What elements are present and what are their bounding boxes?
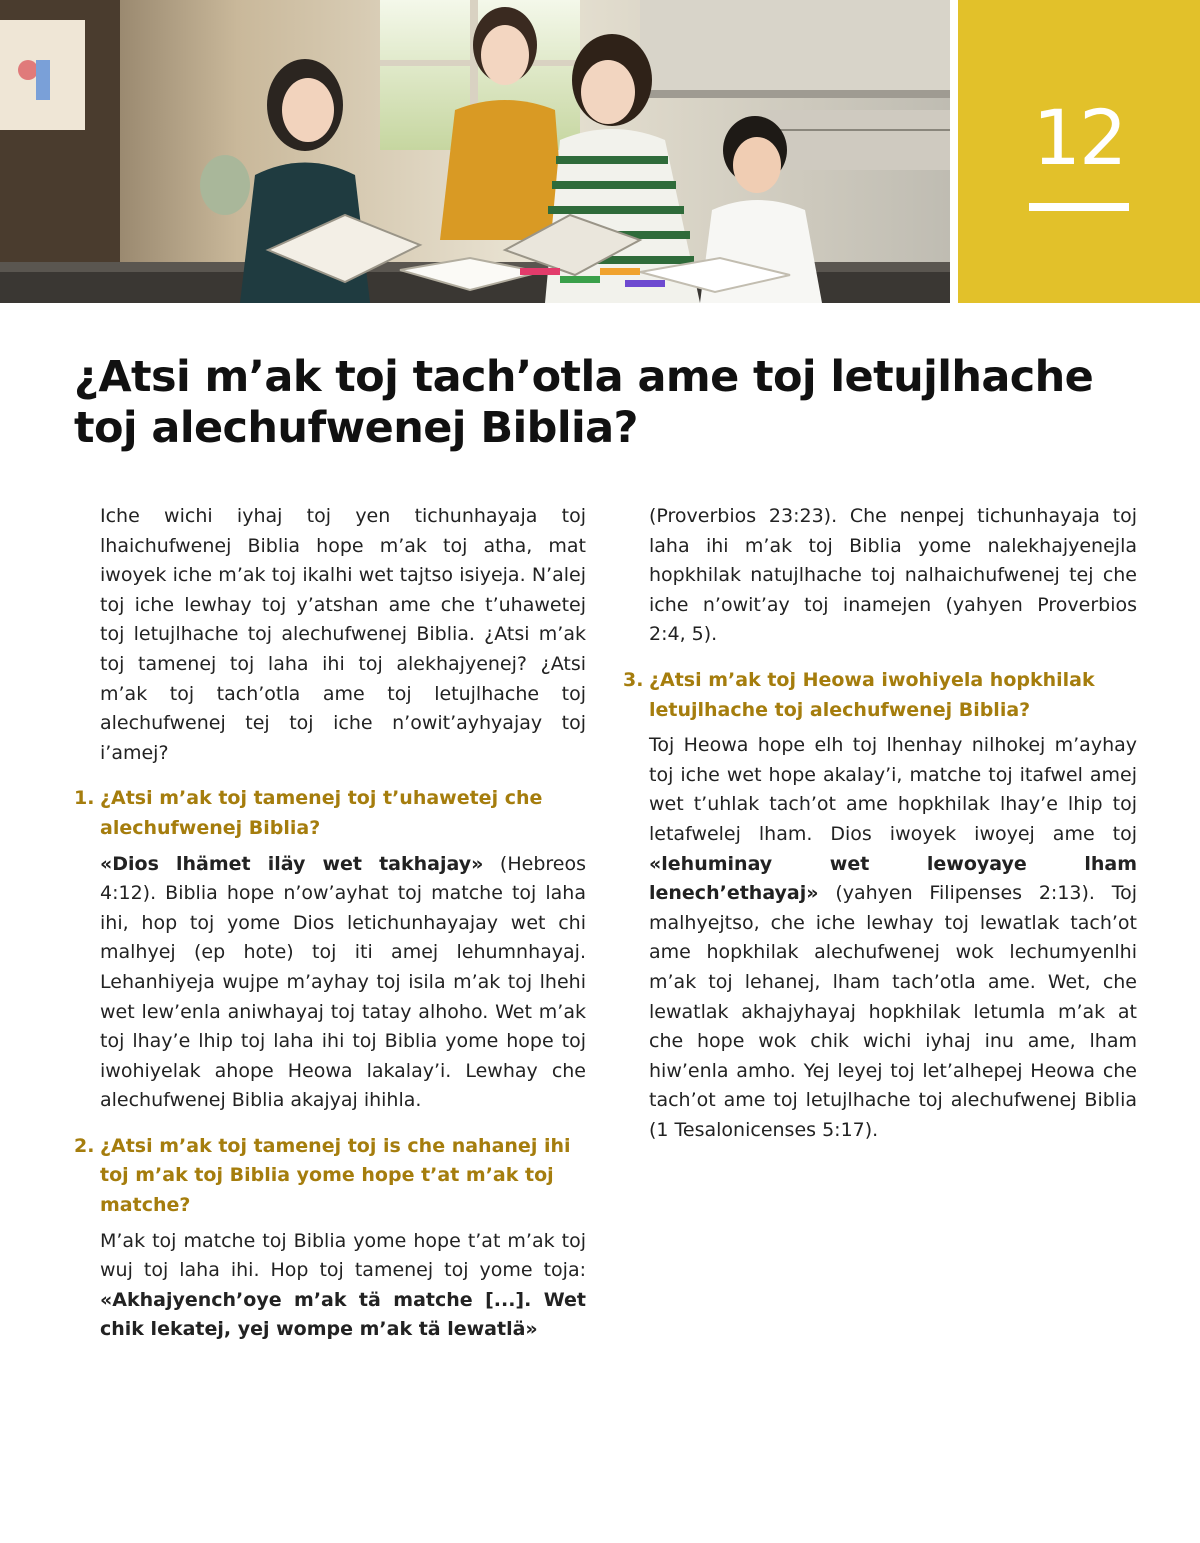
- question-number: 1.: [74, 787, 95, 810]
- answer-2-part-a: [74, 1227, 586, 1345]
- question-number: 3.: [623, 668, 644, 691]
- question-text: ¿Atsi m’ak toj tamenej toj t’uhawetej che alechufwenej Biblia?: [100, 787, 543, 839]
- scripture-quote: «Akhajyench’oye m’ak tä matche [...]. Wet chik lekatej, yej wompe m’ak tä lewatlä»: [100, 1288, 586, 1341]
- question-3: [623, 666, 1137, 725]
- scripture-quote: «Dios lhämet iläy wet takhajay»: [100, 852, 484, 875]
- answer-3: [623, 731, 1137, 1145]
- right-column: [623, 502, 1137, 1145]
- question-text: ¿Atsi m’ak toj Heowa iwohiyela hopkhilak letujlhache toj alechufwenej Biblia?: [649, 668, 1095, 721]
- answer-text: M’ak toj matche toj Biblia yome hope t’at m’ak toj wuj toj laha ihi. Hop toj tamenej toj yome toja:: [100, 1229, 586, 1282]
- lesson-number: 12: [1032, 93, 1126, 182]
- hero-photo: [0, 0, 950, 303]
- question-text: ¿Atsi m’ak toj tamenej toj is che nahanej ihi toj m’ak toj Biblia yome hope t’at m’ak toj matche?: [100, 1134, 571, 1217]
- answer-2-part-b: (Proverbios 23:23). Che nenpej tichunhayaja toj laha ihi m’ak toj Biblia yome nalekhajyenejla hopkhilak natujlhache toj nalhaichufwenej tej che iche n’owit’ay toj inamejen (yahyen Proverbios 2:4, 5).: [649, 505, 1137, 646]
- scripture-quote: «lehuminay wet lewoyaye lham lenech’ethayaj»: [649, 852, 1137, 905]
- page-title: ¿Atsi m’ak toj tach’otla ame toj letujlhache toj alechufwenej Biblia?: [74, 352, 1094, 453]
- badge-underline: [1029, 203, 1129, 211]
- lesson-badge: [958, 0, 1200, 303]
- question-2: [74, 1132, 586, 1221]
- question-number: 2.: [74, 1134, 95, 1157]
- answer-text: Toj Heowa hope elh toj lhenhay nilhokej m’ayhay toj iche wet hope akalay’i, matche toj itafwel amej wet t’uhlak tach’ot ame hopkhilak lhay’e lhip toj letafwelej lham. Dios iwoyek iwoyej ame toj: [649, 734, 1137, 845]
- answer-text: (Hebreos 4:12). Biblia hope n’ow’ayhat toj matche toj laha ihi, hop toj yome Dios letichunhayajay wet chi malhyej (ep hote) toj iti amej lehumnhayaj. Lehanhiyeja wujpe m’ayhay toj isila m’ak toj lhehi wet lew’enla aniwhayaj toj tatay alhoho. Wet m’ak toj lhay’e lhip toj laha ihi toj Biblia yome hope toj iwohiyelak ahope Heowa lakalay’i. Lewhay che alechufwenej Biblia akajyaj ihihla.: [100, 852, 586, 1112]
- family-bible-study-photo-icon: [0, 0, 950, 303]
- answer-1: [74, 850, 586, 1116]
- intro-paragraph: Iche wichi iyhaj toj yen tichunhayaja toj lhaichufwenej Biblia hope m’ak toj atha, mat iwoyek iche m’ak toj ikalhi wet tajtso isiyeja. N’alej toj iche lewhay toj y’atshan ame che t’uhawetej toj letujlhache toj alechufwenej Biblia. ¿Atsi m’ak toj tamenej toj laha ihi toj alekhajyenej? ¿Atsi m’ak toj tach’otla ame toj letujlhache toj alechufwenej tej toj iche n’owit’ayhyajay toj i’amej?: [100, 505, 586, 764]
- question-1: [74, 784, 586, 843]
- answer-text: (yahyen Filipenses 2:13). Toj malhyejtso, che iche lewhay toj lewatlak tach’ot ame hopkhilak alechufwenej wok lechumyenlhi m’ak toj lehanej, lham tach’otla ame. Wet, che lewatlak akhajyhayaj hopkhilak letumla m’ak at che hope wok chik wichi iyhaj inu ame, lham hiw’enla amho. Yej leyej toj let’alhepej Heowa che tach’ot ame toj letujlhache toj alechufwenej Biblia (1 Tesalonicenses 5:17).: [649, 882, 1137, 1141]
- left-column: [74, 502, 586, 1345]
